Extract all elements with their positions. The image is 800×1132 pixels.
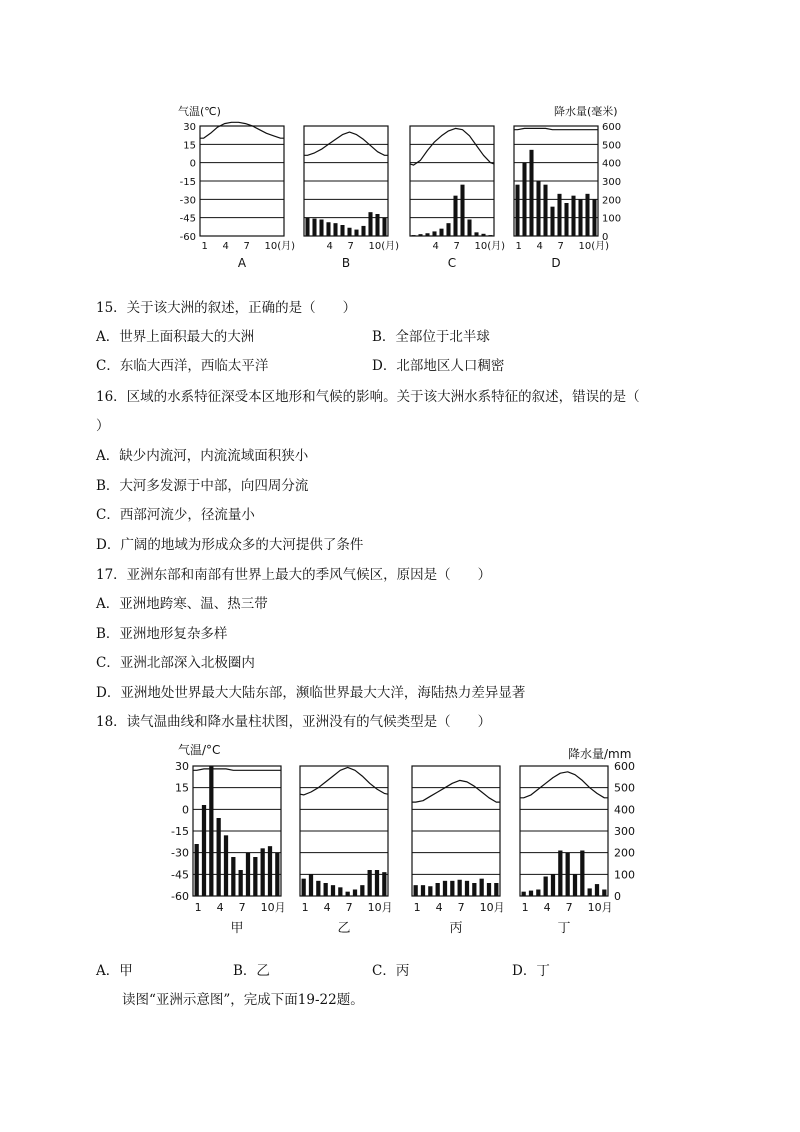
precip-bar	[312, 219, 316, 236]
precip-bar	[195, 844, 199, 896]
precip-bar	[573, 874, 577, 896]
q16-option-a[interactable]: A．缺少内流河，内流流域面积狭小	[96, 448, 309, 464]
precip-bar	[354, 230, 358, 236]
precip-bar	[551, 874, 555, 896]
fig2-right-tick: 300	[614, 825, 635, 838]
precip-bar	[305, 218, 309, 236]
precip-bar	[465, 881, 469, 896]
precip-bar	[487, 883, 491, 896]
precip-bar	[309, 874, 313, 896]
month-tick: 1	[194, 901, 202, 914]
precip-bar	[580, 851, 584, 897]
month-tick: 4	[435, 901, 443, 914]
precip-bar	[550, 207, 554, 236]
month-tick: 1	[301, 901, 309, 914]
fig1-panel-A	[200, 122, 295, 270]
fig1-right-tick: 400	[602, 158, 622, 170]
month-tick: 1	[201, 241, 208, 252]
month-tick: 7	[565, 901, 573, 914]
month-tick: 1	[413, 901, 421, 914]
precip-bar	[564, 203, 568, 236]
q16-option-b[interactable]: B．大河多发源于中部，向四周分流	[96, 478, 309, 494]
precip-bar	[536, 890, 540, 897]
fig1-right-tick: 100	[602, 213, 622, 225]
fig2-left-tick: 0	[182, 803, 189, 817]
precip-bar	[302, 879, 306, 896]
q15-option-c[interactable]: C．东临大西洋，西临太平洋	[96, 358, 269, 374]
temperature-curve	[412, 780, 500, 802]
fig1-left-tick: -60	[179, 232, 196, 243]
precip-bar	[592, 199, 596, 236]
q15-stem: 15．关于该大洲的叙述，正确的是（ ）	[96, 300, 357, 316]
precip-bar	[529, 891, 533, 896]
precip-bar	[558, 851, 562, 897]
precip-bar	[515, 185, 519, 236]
fig2-left-tick: 15	[175, 781, 189, 795]
fig1-left-tick: 0	[189, 158, 196, 170]
precip-bar	[494, 883, 498, 896]
section-intro: 读图“亚洲示意图”，完成下面19-22题。	[122, 992, 364, 1008]
precip-bar	[557, 194, 561, 236]
precip-bar	[585, 194, 589, 236]
q17-option-d[interactable]: D．亚洲地处世界最大大陆东部，濒临世界最大大洋，海陆热力差异显著	[96, 685, 526, 701]
precip-bar	[239, 870, 243, 896]
precip-bar	[446, 223, 450, 236]
q15-option-b[interactable]: B．全部位于北半球	[372, 329, 490, 345]
fig2-left-tick: -15	[171, 825, 189, 838]
precip-bar	[432, 231, 436, 236]
month-tick: 7	[557, 241, 564, 252]
precip-bar	[481, 234, 485, 236]
precip-bar	[224, 835, 228, 896]
precip-bar	[414, 885, 418, 896]
fig2-panel-丙	[412, 766, 505, 936]
precip-bar	[443, 881, 447, 896]
precip-bar	[571, 196, 575, 236]
q16-stem-continued: ）	[96, 418, 110, 434]
precip-bar	[467, 220, 471, 237]
month-tick: 7	[457, 901, 465, 914]
panel-label: 丁	[557, 921, 571, 936]
month-tick: 10(月)	[368, 241, 400, 252]
precip-bar	[361, 226, 365, 236]
fig1-right-tick: 600	[602, 122, 622, 133]
fig2-panel-乙	[300, 766, 393, 936]
precip-bar	[522, 163, 526, 236]
q18-option-c[interactable]: C．丙	[372, 963, 410, 979]
precip-bar	[411, 235, 415, 236]
precip-bar	[536, 181, 540, 236]
precip-bar	[368, 212, 372, 236]
month-tick: 4	[216, 901, 224, 914]
fig2-right-tick: 0	[614, 890, 621, 903]
temperature-curve	[514, 128, 598, 129]
fig2-right-tick: 100	[614, 868, 635, 882]
precip-bar	[375, 214, 379, 236]
precip-bar	[347, 228, 351, 236]
month-tick: 7	[243, 241, 250, 252]
precip-bar	[595, 884, 599, 896]
precip-bar	[375, 870, 379, 896]
q18-option-a[interactable]: A．甲	[96, 963, 133, 979]
precip-bar	[324, 883, 328, 896]
figure-2-climate-charts	[150, 736, 650, 940]
precip-bar	[566, 853, 570, 896]
fig2-left-tick: 30	[175, 760, 189, 773]
precip-bar	[382, 218, 386, 236]
fig2-right-tick: 400	[614, 803, 635, 817]
precip-bar	[319, 220, 323, 237]
fig2-left-tick: -45	[171, 868, 189, 882]
fig2-panel-甲	[193, 766, 286, 936]
precip-bar	[316, 881, 320, 896]
panel-label: 丙	[449, 921, 463, 936]
fig1-right-axis-title: 降水量(毫米)	[554, 105, 618, 118]
panel-label: 乙	[337, 921, 351, 936]
q16-option-d[interactable]: D．广阔的地域为形成众多的大河提供了条件	[96, 537, 364, 553]
precip-bar	[275, 853, 279, 896]
precip-bar	[209, 766, 213, 896]
temperature-curve	[410, 128, 494, 165]
q15-option-a[interactable]: A．世界上面积最大的大洲	[96, 329, 255, 345]
precip-bar	[382, 872, 386, 896]
month-tick: 4	[323, 901, 331, 914]
fig1-left-tick: -45	[179, 213, 196, 225]
panel-label: D	[551, 256, 561, 270]
precip-bar	[472, 883, 476, 896]
month-tick: 10月	[479, 901, 505, 914]
precip-bar	[474, 232, 478, 236]
precip-bar	[522, 892, 526, 896]
temperature-curve	[304, 132, 388, 155]
q16-stem: 16．区域的水系特征深受本区地形和气候的影响。关于该大洲水系特征的叙述，错误的是（	[96, 389, 640, 405]
temperature-curve	[193, 769, 281, 770]
precip-bar	[488, 235, 492, 236]
fig1-left-tick: -15	[179, 177, 196, 188]
month-tick: 10月	[367, 901, 393, 914]
precip-bar	[353, 890, 357, 897]
precip-bar	[458, 880, 462, 896]
month-tick: 10(月)	[474, 241, 506, 252]
precip-bar	[460, 185, 464, 236]
fig1-left-tick: -30	[179, 195, 196, 207]
precip-bar	[360, 885, 364, 896]
precip-bar	[231, 857, 235, 896]
fig1-panel-D	[514, 126, 609, 270]
precip-bar	[268, 846, 272, 896]
q18-stem: 18．读气温曲线和降水量柱状图，亚洲没有的气候类型是（ ）	[96, 714, 492, 730]
precip-bar	[340, 225, 344, 236]
temperature-curve	[300, 767, 388, 795]
precip-bar	[338, 887, 342, 896]
precip-bar	[418, 234, 422, 236]
precip-bar	[333, 223, 337, 236]
q15-option-d[interactable]: D．北部地区人口稠密	[372, 358, 505, 374]
precip-bar	[436, 883, 440, 896]
month-tick: 1	[515, 241, 522, 252]
precip-bar	[217, 818, 221, 896]
month-tick: 4	[432, 241, 439, 252]
panel-label: A	[237, 256, 247, 270]
q17-option-b[interactable]: B．亚洲地形复杂多样	[96, 626, 228, 642]
month-tick: 10月	[260, 901, 286, 914]
q17-option-a[interactable]: A．亚洲地跨寒、温、热三带	[96, 596, 268, 612]
precip-bar	[202, 805, 206, 896]
fig1-panel-B	[304, 126, 399, 270]
month-tick: 10月	[587, 901, 613, 914]
q17-option-c[interactable]: C．亚洲北部深入北极圈内	[96, 655, 255, 671]
month-tick: 7	[453, 241, 460, 252]
fig1-right-tick: 500	[602, 140, 622, 152]
fig1-left-tick: 30	[183, 122, 196, 133]
fig2-left-axis-title: 气温/°C	[178, 743, 221, 757]
month-tick: 4	[222, 241, 229, 252]
precip-bar	[246, 853, 250, 896]
panel-label: C	[447, 256, 457, 270]
fig2-right-tick: 200	[614, 846, 635, 860]
month-tick: 7	[345, 901, 353, 914]
fig1-right-tick: 300	[602, 177, 622, 188]
precip-bar	[602, 890, 606, 897]
fig2-right-tick: 600	[614, 760, 635, 773]
q18-option-d[interactable]: D．丁	[512, 963, 550, 979]
precip-bar	[331, 885, 335, 896]
precip-bar	[421, 885, 425, 896]
panel-label: B	[341, 256, 351, 270]
fig2-panel-丁	[520, 766, 613, 936]
month-tick: 10(月)	[264, 241, 296, 252]
precip-bar	[588, 888, 592, 896]
precip-bar	[480, 879, 484, 896]
temperature-curve	[200, 122, 284, 138]
fig2-left-tick: -60	[171, 890, 189, 903]
precip-bar	[368, 870, 372, 896]
precip-bar	[544, 877, 548, 897]
panel-label: 甲	[230, 921, 244, 936]
precip-bar	[326, 222, 330, 236]
temperature-curve	[520, 772, 608, 798]
q18-option-b[interactable]: B．乙	[233, 963, 270, 979]
precip-bar	[543, 185, 547, 236]
q17-stem: 17．亚洲东部和南部有世界上最大的季风气候区，原因是（ ）	[96, 567, 492, 583]
precip-bar	[578, 199, 582, 236]
fig1-panel-C	[410, 126, 505, 270]
precip-bar	[261, 848, 265, 896]
precip-bar	[425, 233, 429, 236]
month-tick: 7	[347, 241, 354, 252]
precip-bar	[346, 892, 350, 896]
precip-bar	[428, 886, 432, 896]
month-tick: 7	[238, 901, 246, 914]
precip-bar	[439, 229, 443, 236]
fig2-left-tick: -30	[171, 846, 189, 860]
fig1-right-tick: 0	[602, 232, 609, 243]
month-tick: 1	[521, 901, 529, 914]
q16-option-c[interactable]: C．西部河流少，径流量小	[96, 507, 255, 523]
month-tick: 4	[536, 241, 543, 252]
precip-bar	[453, 196, 457, 236]
precip-bar	[450, 881, 454, 896]
precip-bar	[529, 150, 533, 236]
fig1-left-tick: 15	[183, 140, 196, 152]
month-tick: 10(月)	[578, 241, 610, 252]
fig2-right-tick: 500	[614, 781, 635, 795]
month-tick: 4	[543, 901, 551, 914]
fig1-right-tick: 200	[602, 195, 622, 207]
fig2-right-axis-title: 降水量/mm	[568, 747, 632, 761]
precip-bar	[253, 857, 257, 896]
figure-1-climate-charts	[150, 96, 650, 272]
month-tick: 4	[326, 241, 333, 252]
fig1-left-axis-title: 气温(℃)	[178, 105, 221, 118]
